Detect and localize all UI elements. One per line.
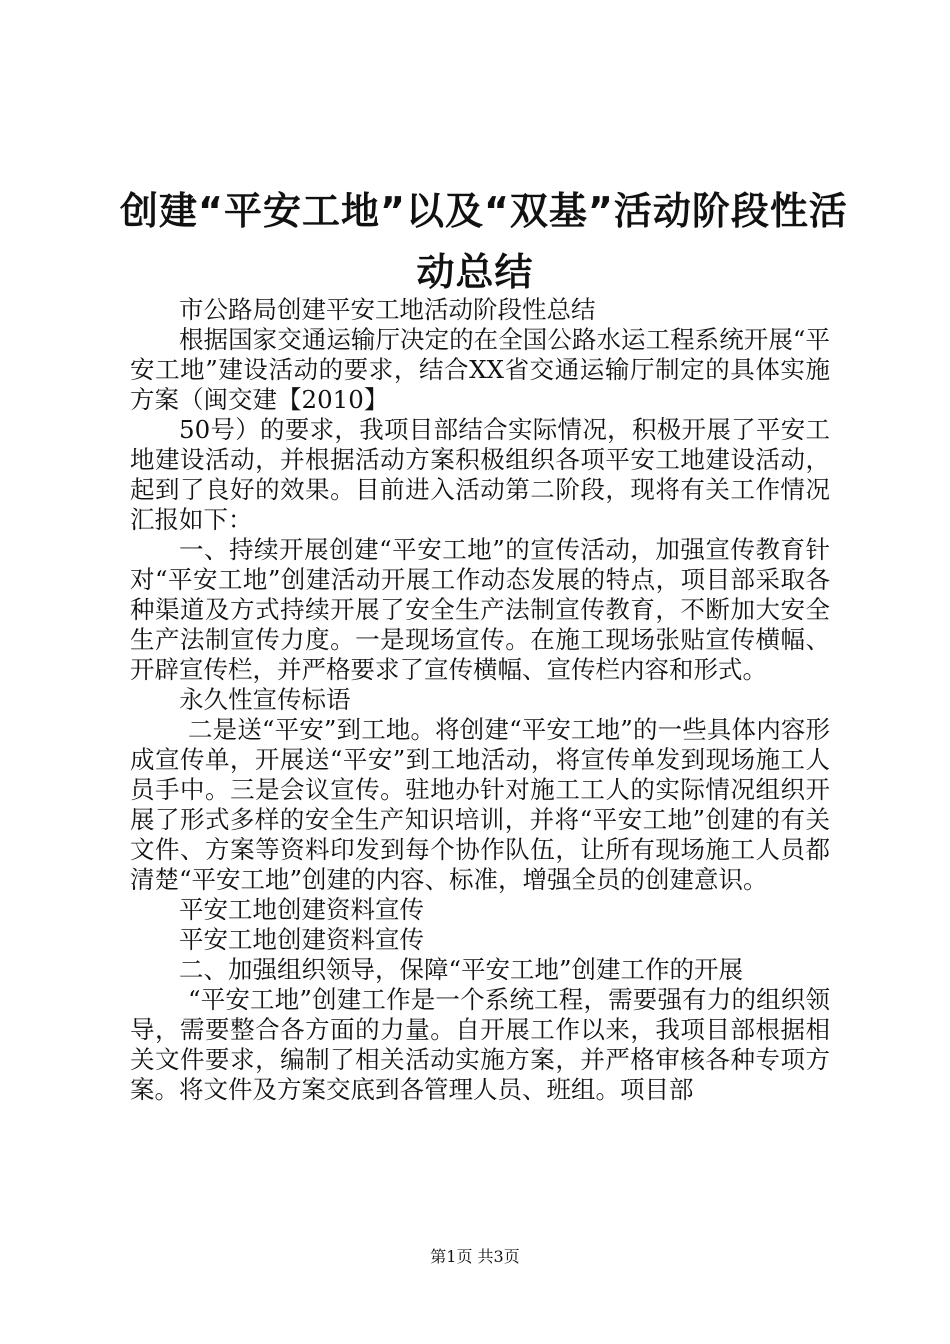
paragraph-section-2-heading: 二、加强组织领导，保障“平安工地”创建工作的开展 (179, 955, 744, 984)
paragraph-intro: 根据国家交通运输厅决定的在全国公路水运工程系统开展“平安工地”建设活动的要求，结合XX省交通运输厅制定的具体实施方案（闽交建【2010】 (130, 325, 830, 414)
paragraph-section-1: 一、持续开展创建“平安工地”的宣传活动，加强宣传教育针对“平安工地”创建活动开展工作动态发展的特点，项目部采取各种渠道及方式持续开展了安全生产法制宣传教育，不断加大安全生产法制宣传力度。一是现场宣传。在施工现场张贴宣传横幅、开辟宣传栏，并严格要求了宣传横幅、宣传栏内容和形式。 (130, 535, 830, 684)
paragraph-intro-continued: 50号）的要求，我项目部结合实际情况，积极开展了平安工地建设活动，并根据活动方案积极组织各项平安工地建设活动，起到了良好的效果。目前进入活动第二阶段，现将有关工作情况汇报如下： (130, 415, 830, 534)
paragraph-caption-3: 平安工地创建资料宣传 (179, 925, 424, 954)
paragraph-section-2: “平安工地”创建工作是一个系统工程，需要强有力的组织领导，需要整合各方面的力量。自开展工作以来，我项目部根据相关文件要求，编制了相关活动实施方案，并严格审核各种专项方案。将文件及方案交底到各管理人员、班组。项目部 (130, 985, 830, 1104)
paragraph-caption-2: 平安工地创建资料宣传 (179, 895, 424, 924)
document-title-line-1: 创建“平安工地”以及“双基”活动阶段性活 (120, 189, 848, 233)
paragraph-subtitle: 市公路局创建平安工地活动阶段性总结 (179, 295, 596, 324)
document-body (130, 295, 830, 1105)
page-number: 第1页 共3页 (430, 1247, 520, 1266)
document-title-line-2: 动总结 (416, 250, 534, 294)
paragraph-section-1-continued: 二是送“平安”到工地。将创建“平安工地”的一些具体内容形成宣传单，开展送“平安”到工地活动，将宣传单发到现场施工人员手中。三是会议宣传。驻地办针对施工工人的实际情况组织开展了形式多样的安全生产知识培训，并将“平安工地”创建的有关文件、方案等资料印发到每个协作队伍，让所有现场施工人员都清楚“平安工地”创建的内容、标准，增强全员的创建意识。 (130, 715, 830, 894)
paragraph-caption-1: 永久性宣传标语 (179, 685, 351, 714)
